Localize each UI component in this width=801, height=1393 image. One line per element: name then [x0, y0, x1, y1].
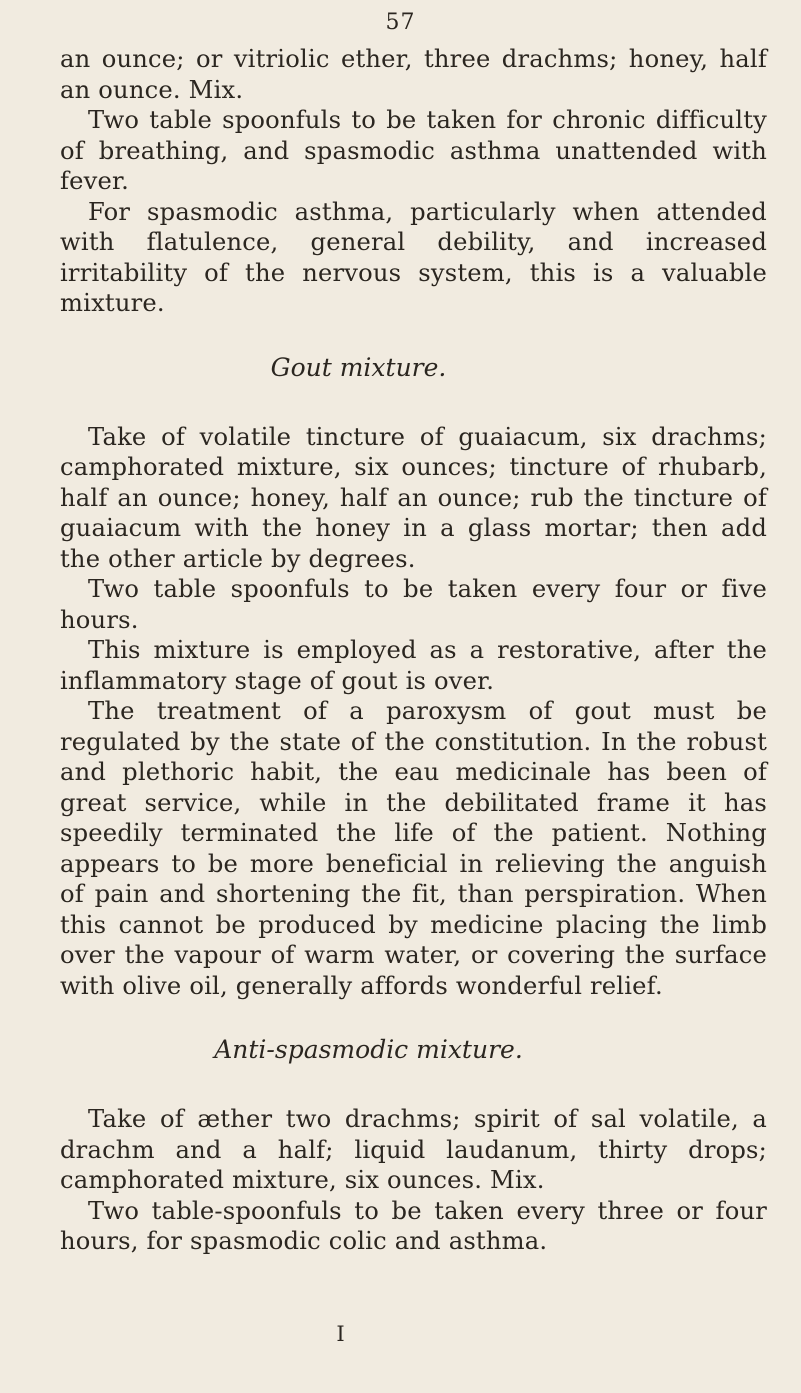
- paragraph-gout-recipe: Take of volatile tincture of guaiacum, six drachms; camphorated mixture, six ounces; tincture of rhubarb, half an ounce; honey, half an ounce; rub the tincture of guaiacum with the honey in a glass mortar; then add the other article by degrees.: [60, 422, 767, 573]
- paragraph-gout-dosage: Two table spoonfuls to be taken every four or five hours.: [60, 575, 767, 634]
- body-text: [60, 44, 767, 1257]
- paragraph-antispasmodic-dosage: Two table-spoonfuls to be taken every three or four hours, for spasmodic colic and asthma.: [60, 1196, 767, 1255]
- paragraph-gout-usage: This mixture is employed as a restorative, after the inflammatory stage of gout is over.: [60, 636, 767, 695]
- signature-mark: I: [336, 1322, 345, 1346]
- paragraph-antispasmodic-recipe: Take of æther two drachms; spirit of sal volatile, a drachm and a half; liquid laudanum, thirty drops; camphorated mixture, six ounces. Mix.: [60, 1105, 767, 1194]
- section-heading-antispasmodic-mixture: Anti-spasmodic mixture.: [214, 1035, 523, 1064]
- paragraph-gout-treatment: The treatment of a paroxysm of gout must be regulated by the state of the constitution. In the robust and plethoric habit, the eau medicinale has been of great service, while in the debilitated frame it has speedily terminated the life of the patient. Nothing appears to be more beneficial in relieving the anguish of pain and shortening the fit, than perspiration. When this cannot be produced by medicine placing the limb over the vapour of warm water, or covering the surface with olive oil, generally affords wonderful relief.: [60, 697, 767, 1000]
- paragraph-spasmodic-asthma: For spasmodic asthma, particularly when attended with flatulence, general debility, and increased irritability of the nervous system, this is a valuable mixture.: [60, 197, 767, 317]
- paragraph-dosage-asthma: Two table spoonfuls to be taken for chronic difficulty of breathing, and spasmodic asthma unattended with fever.: [60, 106, 767, 195]
- section-heading-gout-mixture: Gout mixture.: [270, 352, 447, 382]
- paragraph-continuation: an ounce; or vitriolic ether, three drachms; honey, half an ounce. Mix.: [60, 45, 767, 104]
- page-number: 57: [385, 10, 416, 35]
